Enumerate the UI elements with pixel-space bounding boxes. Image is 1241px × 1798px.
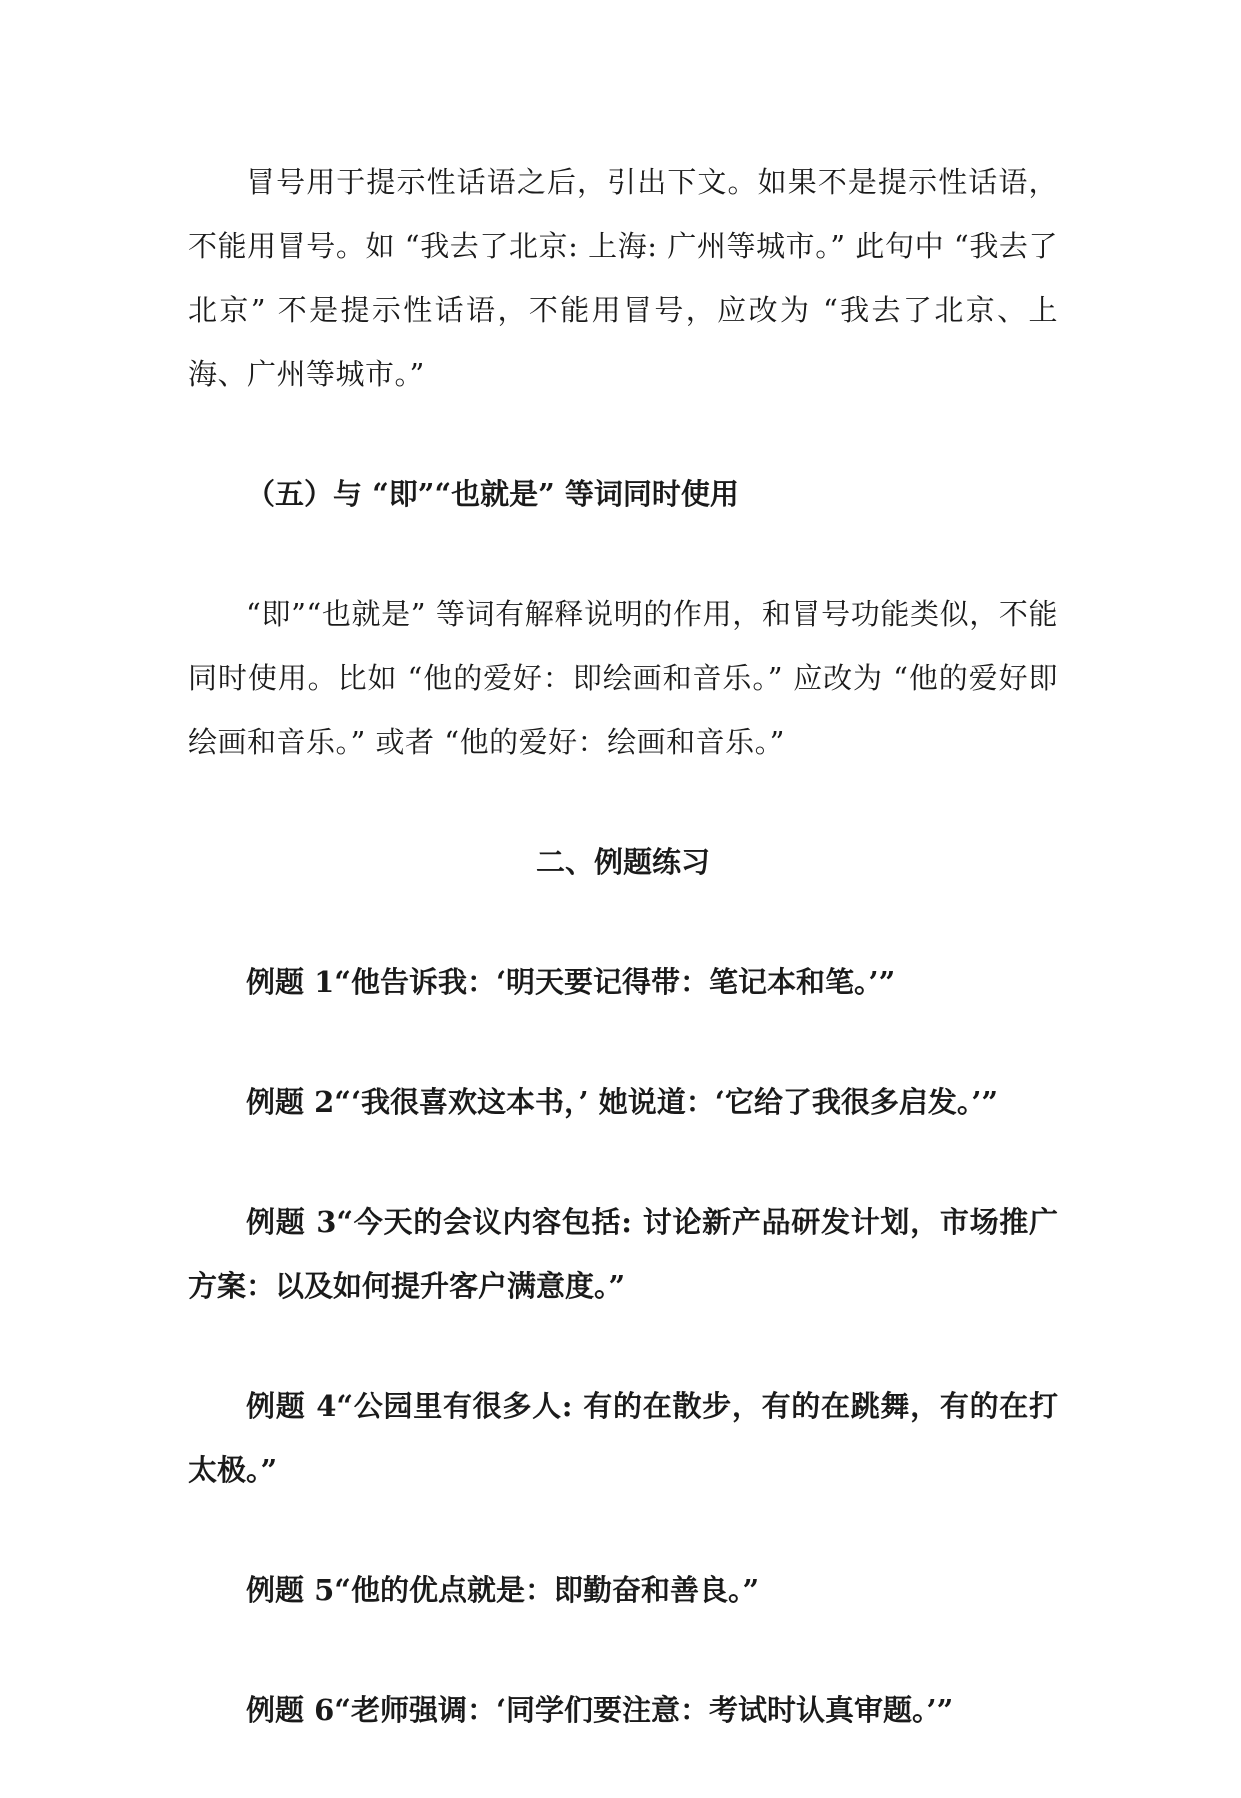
example-4: 例题 4“公园里有很多人: 有的在散步，有的在跳舞，有的在打太极。” — [188, 1389, 1058, 1487]
document-page — [188, 150, 1058, 1798]
example-2: 例题 2“‘我很喜欢这本书，’ 她说道：‘它给了我很多启发。’” — [246, 1085, 999, 1119]
section-five-heading: （五）与 “即”“也就是” 等词同时使用 — [246, 477, 739, 511]
example-1: 例题 1“他告诉我：‘明天要记得带：笔记本和笔。’” — [246, 965, 896, 999]
section-two-heading: 二、例题练习 — [535, 845, 710, 879]
colon-usage-paragraph: 冒号用于提示性话语之后，引出下文。如果不是提示性话语，不能用冒号。如 “我去了北京: 上海: 广州等城市。” 此句中 “我去了北京” 不是提示性话语，不能用冒号，应改为 “我去了北京、上海、广州等城市。” — [188, 165, 1058, 391]
example-5: 例题 5“他的优点就是：即勤奋和善良。” — [246, 1573, 760, 1607]
example-3: 例题 3“今天的会议内容包括: 讨论新产品研发计划，市场推广方案：以及如何提升客户满意度。” — [188, 1205, 1058, 1303]
section-five-paragraph: “即”“也就是” 等词有解释说明的作用，和冒号功能类似，不能同时使用。比如 “他的爱好：即绘画和音乐。” 应改为 “他的爱好即绘画和音乐。” 或者 “他的爱好：绘画和音乐。” — [188, 597, 1058, 759]
example-6: 例题 6“老师强调：‘同学们要注意：考试时认真审题。’” — [246, 1693, 954, 1727]
